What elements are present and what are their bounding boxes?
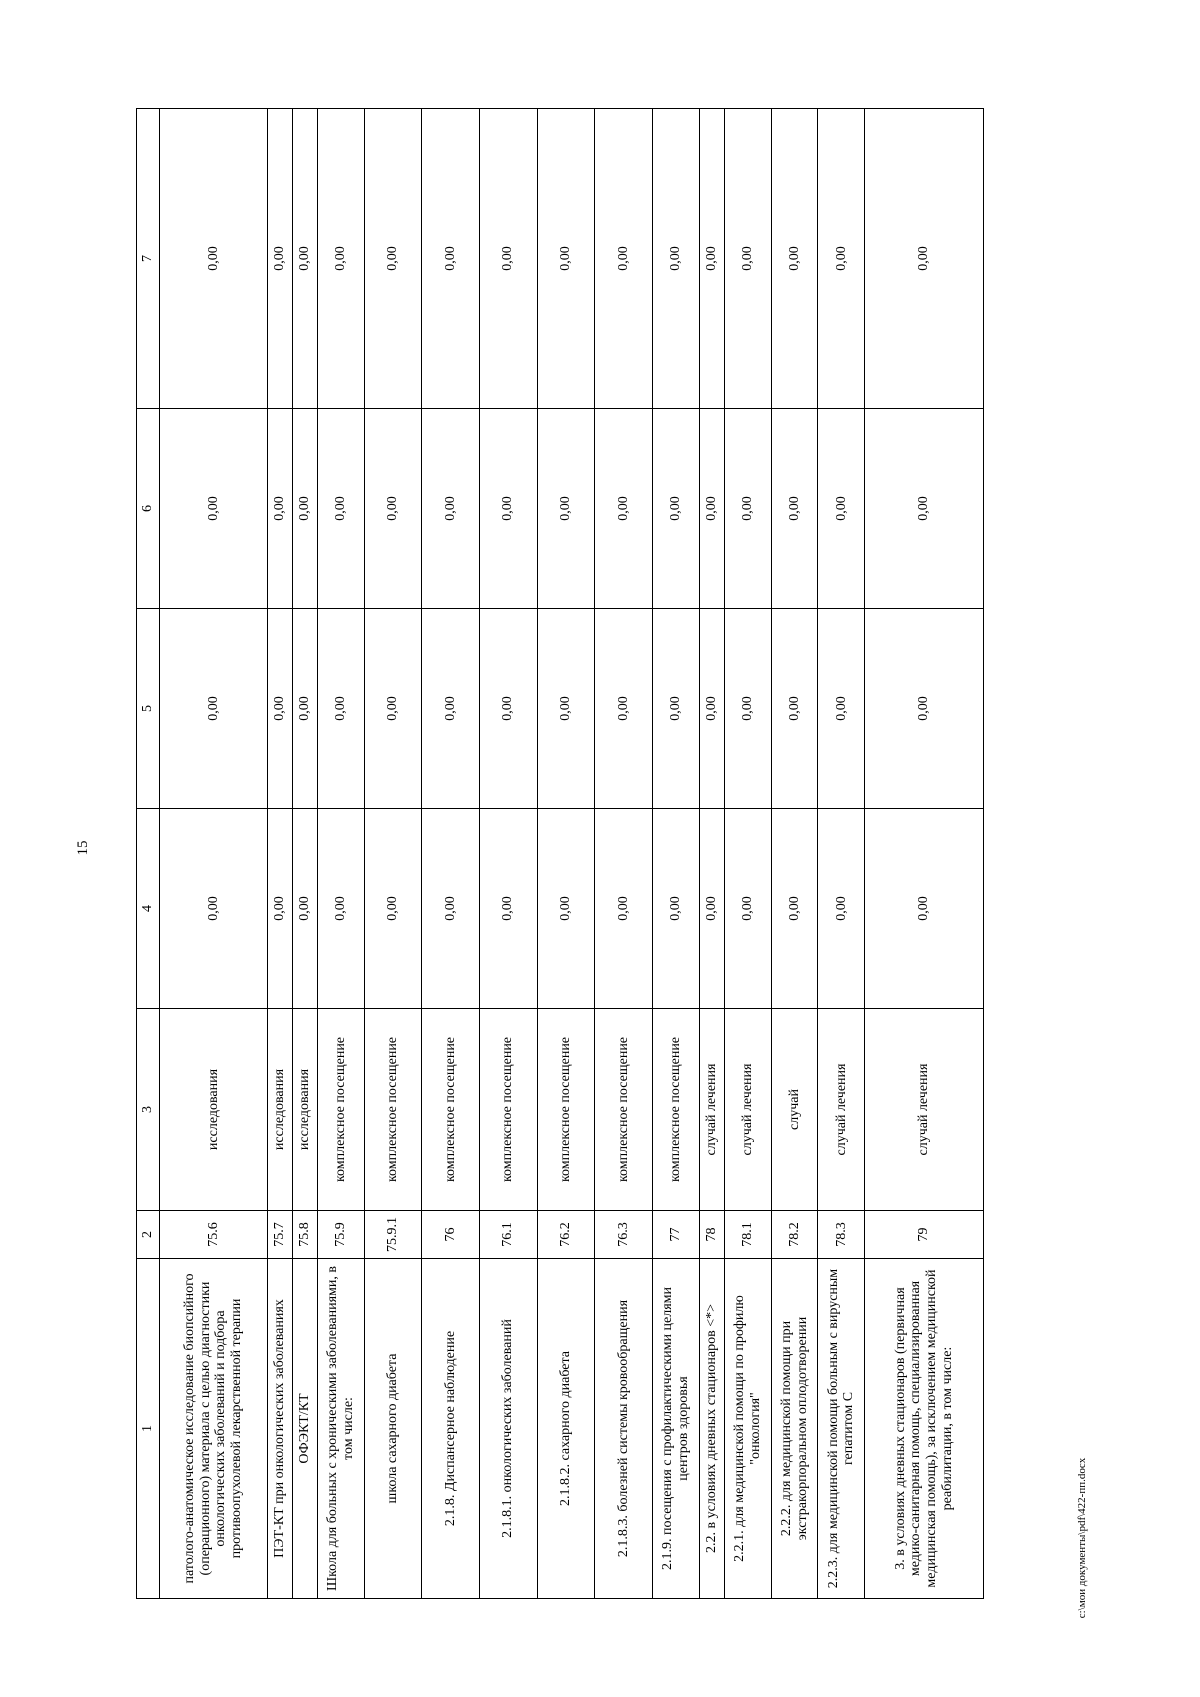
row-value: 0,00 xyxy=(699,409,724,609)
row-name: 2.2.2. для медицинской помощи при экстракорпоральном оплодотворении xyxy=(771,1259,818,1599)
row-value: 0,00 xyxy=(865,109,984,409)
table-row xyxy=(653,109,700,1599)
row-name: 2.1.9. посещения с профилактическими целями центров здоровья xyxy=(653,1259,700,1599)
row-value: 0,00 xyxy=(699,809,724,1009)
row-name: 2.1.8.1. онкологических заболеваний xyxy=(479,1259,537,1599)
row-name: 3. в условиях дневных стационаров (первичная медико-санитарная помощь, специализированная медицинская помощь), за исключением медицинской реабилитации, в том числе: xyxy=(865,1259,984,1599)
table-header-row xyxy=(137,109,160,1599)
row-value: 0,00 xyxy=(537,809,595,1009)
row-name: 2.2. в условиях дневных стационаров <*> xyxy=(699,1259,724,1599)
row-value: 0,00 xyxy=(771,409,818,609)
row-code: 75.8 xyxy=(292,1211,317,1259)
row-name: школа сахарного диабета xyxy=(364,1259,422,1599)
column-header: 6 xyxy=(137,409,160,609)
row-value: 0,00 xyxy=(317,809,364,1009)
column-header: 3 xyxy=(137,1009,160,1211)
row-value: 0,00 xyxy=(537,409,595,609)
row-name: 2.2.1. для медицинской помощи по профилю "онкология" xyxy=(724,1259,771,1599)
row-code: 78.2 xyxy=(771,1211,818,1259)
row-code: 76.1 xyxy=(479,1211,537,1259)
row-value: 0,00 xyxy=(724,109,771,409)
row-value: 0,00 xyxy=(317,409,364,609)
row-value: 0,00 xyxy=(724,409,771,609)
row-unit: исследования xyxy=(292,1009,317,1211)
row-value: 0,00 xyxy=(537,609,595,809)
row-value: 0,00 xyxy=(537,109,595,409)
row-value: 0,00 xyxy=(267,409,292,609)
row-code: 78 xyxy=(699,1211,724,1259)
row-value: 0,00 xyxy=(292,409,317,609)
row-unit: исследования xyxy=(267,1009,292,1211)
row-unit: случай лечения xyxy=(724,1009,771,1211)
row-unit: комплексное посещение xyxy=(537,1009,595,1211)
page-number: 15 xyxy=(75,840,91,856)
table-row xyxy=(160,109,268,1599)
row-value: 0,00 xyxy=(595,409,653,609)
row-value: 0,00 xyxy=(267,609,292,809)
row-name: 2.1.8.3. болезней системы кровообращения xyxy=(595,1259,653,1599)
data-table xyxy=(136,108,984,1599)
row-value: 0,00 xyxy=(653,109,700,409)
row-value: 0,00 xyxy=(818,109,865,409)
row-value: 0,00 xyxy=(364,809,422,1009)
row-value: 0,00 xyxy=(160,109,268,409)
column-header: 7 xyxy=(137,109,160,409)
row-unit: случай лечения xyxy=(699,1009,724,1211)
row-code: 77 xyxy=(653,1211,700,1259)
table-row xyxy=(699,109,724,1599)
row-name: патолого-анатомическое исследование биопсийного (операционного) материала с целью диагностики онкологических заболеваний и подбора противоопухолевой лекарственной терапии xyxy=(160,1259,268,1599)
row-value: 0,00 xyxy=(699,109,724,409)
row-value: 0,00 xyxy=(865,609,984,809)
row-value: 0,00 xyxy=(479,609,537,809)
row-name: ПЭТ-КТ при онкологических заболеваниях xyxy=(267,1259,292,1599)
row-value: 0,00 xyxy=(818,809,865,1009)
row-value: 0,00 xyxy=(267,109,292,409)
table-row xyxy=(422,109,480,1599)
row-code: 75.9.1 xyxy=(364,1211,422,1259)
row-unit: комплексное посещение xyxy=(422,1009,480,1211)
column-header: 4 xyxy=(137,809,160,1009)
table-row xyxy=(292,109,317,1599)
table-row xyxy=(771,109,818,1599)
table-row xyxy=(595,109,653,1599)
row-value: 0,00 xyxy=(292,109,317,409)
row-unit: комплексное посещение xyxy=(479,1009,537,1211)
row-value: 0,00 xyxy=(160,409,268,609)
row-name: 2.1.8.2. сахарного диабета xyxy=(537,1259,595,1599)
row-value: 0,00 xyxy=(653,609,700,809)
table-row xyxy=(364,109,422,1599)
row-value: 0,00 xyxy=(317,109,364,409)
row-value: 0,00 xyxy=(160,809,268,1009)
row-name: ОФЭКТ/КТ xyxy=(292,1259,317,1599)
row-unit: случай лечения xyxy=(865,1009,984,1211)
row-value: 0,00 xyxy=(422,609,480,809)
row-value: 0,00 xyxy=(292,609,317,809)
table-row xyxy=(537,109,595,1599)
row-unit: комплексное посещение xyxy=(653,1009,700,1211)
row-code: 78.3 xyxy=(818,1211,865,1259)
data-table-container xyxy=(136,109,984,1599)
row-value: 0,00 xyxy=(479,409,537,609)
row-value: 0,00 xyxy=(653,409,700,609)
row-value: 0,00 xyxy=(724,609,771,809)
row-code: 78.1 xyxy=(724,1211,771,1259)
table-row xyxy=(818,109,865,1599)
row-value: 0,00 xyxy=(595,109,653,409)
row-name: 2.1.8. Диспансерное наблюдение xyxy=(422,1259,480,1599)
row-name: Школа для больных с хроническими заболеваниями, в том числе: xyxy=(317,1259,364,1599)
row-value: 0,00 xyxy=(818,409,865,609)
row-value: 0,00 xyxy=(364,609,422,809)
row-code: 79 xyxy=(865,1211,984,1259)
row-value: 0,00 xyxy=(865,809,984,1009)
table-row xyxy=(267,109,292,1599)
row-value: 0,00 xyxy=(317,609,364,809)
row-unit: комплексное посещение xyxy=(317,1009,364,1211)
row-unit: случай xyxy=(771,1009,818,1211)
row-value: 0,00 xyxy=(771,609,818,809)
row-unit: исследования xyxy=(160,1009,268,1211)
row-code: 75.9 xyxy=(317,1211,364,1259)
table-row xyxy=(317,109,364,1599)
row-value: 0,00 xyxy=(699,609,724,809)
row-value: 0,00 xyxy=(818,609,865,809)
row-unit: случай лечения xyxy=(818,1009,865,1211)
row-code: 76.2 xyxy=(537,1211,595,1259)
row-value: 0,00 xyxy=(422,109,480,409)
row-value: 0,00 xyxy=(479,109,537,409)
row-value: 0,00 xyxy=(653,809,700,1009)
row-value: 0,00 xyxy=(160,609,268,809)
row-unit: комплексное посещение xyxy=(595,1009,653,1211)
row-value: 0,00 xyxy=(267,809,292,1009)
row-value: 0,00 xyxy=(595,609,653,809)
row-value: 0,00 xyxy=(364,409,422,609)
row-value: 0,00 xyxy=(292,809,317,1009)
row-value: 0,00 xyxy=(364,109,422,409)
table-row xyxy=(479,109,537,1599)
row-value: 0,00 xyxy=(771,109,818,409)
table-row xyxy=(865,109,984,1599)
table-row xyxy=(724,109,771,1599)
row-code: 75.7 xyxy=(267,1211,292,1259)
row-value: 0,00 xyxy=(595,809,653,1009)
row-value: 0,00 xyxy=(422,409,480,609)
row-code: 76.3 xyxy=(595,1211,653,1259)
row-code: 76 xyxy=(422,1211,480,1259)
footer-file-path: c:\мои документы\pdf\422-пп.docx xyxy=(1076,1457,1088,1619)
column-header: 2 xyxy=(137,1211,160,1259)
row-unit: комплексное посещение xyxy=(364,1009,422,1211)
column-header: 5 xyxy=(137,609,160,809)
row-name: 2.2.3. для медицинской помощи больным с вирусным гепатитом С xyxy=(818,1259,865,1599)
row-value: 0,00 xyxy=(771,809,818,1009)
row-value: 0,00 xyxy=(422,809,480,1009)
row-code: 75.6 xyxy=(160,1211,268,1259)
row-value: 0,00 xyxy=(724,809,771,1009)
row-value: 0,00 xyxy=(865,409,984,609)
row-value: 0,00 xyxy=(479,809,537,1009)
column-header: 1 xyxy=(137,1259,160,1599)
